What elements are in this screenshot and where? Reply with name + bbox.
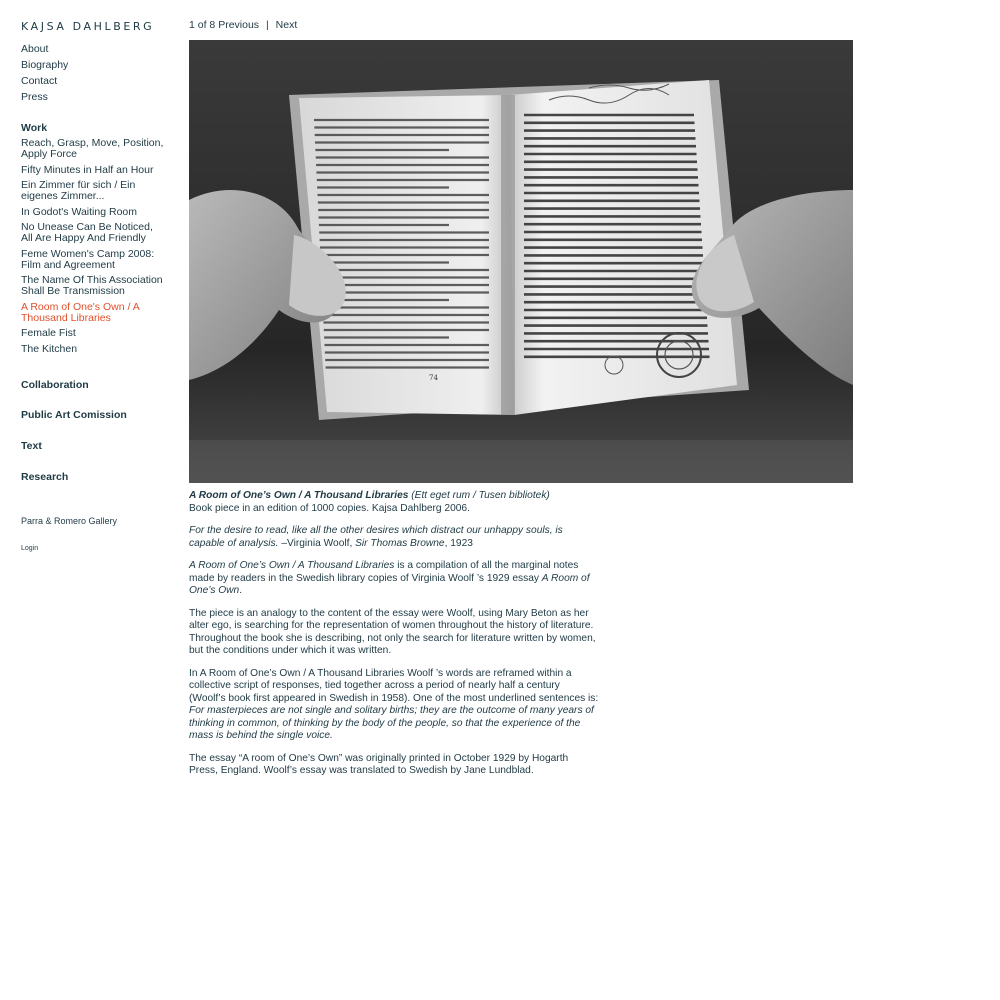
description-paragraph-2: The piece is an analogy to the content of the essay were Woolf, using Mary Beton as her alter ego, is searching for the representation of women throughout the history of literature. Throughout the book she is describing, not only the search for literature written by women, but the conditions under which it was written. [189,607,596,656]
work-item [21,222,166,244]
pager [189,19,297,31]
work-link-ein-zimmer[interactable]: Ein Zimmer für sich / Ein eigenes Zimmer... [21,179,136,202]
quote-paragraph [189,525,599,550]
work-link-feme[interactable]: Feme Women's Camp 2008: Film and Agreement [21,247,155,271]
pager-separator: | [265,19,269,31]
nav-item-biography [21,60,166,71]
gallery-link[interactable]: Parra & Romero Gallery [21,516,118,526]
main-nav [21,44,166,108]
work-link-kitchen[interactable]: The Kitchen [21,342,78,355]
text-heading[interactable]: Text [21,440,42,452]
work-link-reach-grasp[interactable]: Reach, Grasp, Move, Position, Apply Force [21,137,164,160]
page-number: 74 [429,374,438,382]
quote-attribution: –Virginia Woolf, [278,537,356,549]
work-link-room-of-ones-own[interactable]: A Room of One's Own / A Thousand Libraries [21,300,140,324]
para1-text: is a compilation of all the marginal notes made by readers in the Swedish library copies of Virginia Woolf ’s 1929 essay [189,560,579,584]
caption-edition: Book piece in an edition of 1000 copies. Kajsa Dahlberg 2006. [189,502,470,514]
description-paragraph-3 [189,668,599,743]
work-heading[interactable]: Work [21,122,48,134]
nav-link-biography[interactable]: Biography [21,59,69,71]
quote-year: , 1923 [444,537,473,549]
previous-link[interactable]: Previous [218,19,260,31]
caption [189,490,599,515]
works-list [21,138,166,359]
work-item [21,165,166,176]
description-paragraph-4: The essay “A room of One’s Own” was originally printed in October 1929 by Hogarth Press, England. Woolf’s essay was translated to Swedish by Jane Lundblad. [189,752,569,776]
collaboration-heading[interactable]: Collaboration [21,379,89,391]
work-item [21,180,166,202]
artwork-description [189,490,599,788]
work-item [21,207,166,218]
nav-item-press [21,92,166,103]
public-art-heading[interactable]: Public Art Comission [21,409,127,421]
caption-subtitle: (Ett eget rum / Tusen bibliotek) [411,490,550,501]
para1-end: . [239,585,243,596]
nav-item-about [21,44,166,55]
nav-link-about[interactable]: About [21,43,49,55]
nav-link-press[interactable]: Press [21,91,48,103]
para3-quote: For masterpieces are not single and solitary births; they are the outcome of many years of thinking in common, of thinking by the body of the people, so that the experience of the mass is behind the single voice. [189,705,594,741]
work-item [21,138,166,160]
work-item [21,328,166,339]
nav-link-contact[interactable]: Contact [21,75,58,87]
work-item [21,275,166,297]
work-link-no-unease[interactable]: No Unease Can Be Noticed, All Are Happy And Friendly [21,221,153,244]
work-item [21,344,166,355]
quote-source: Sir Thomas Browne [355,537,445,549]
para1-title: A Room of One’s Own / A Thousand Libraries [189,560,395,571]
work-link-fifty-minutes[interactable]: Fifty Minutes in Half an Hour [21,163,154,176]
research-heading[interactable]: Research [21,471,69,483]
work-link-female-fist[interactable]: Female Fist [21,327,76,339]
nav-item-contact [21,76,166,87]
work-link-transmission[interactable]: The Name Of This Association Shall Be Transmission [21,274,163,297]
work-item-active [21,302,166,324]
caption-title: A Room of One’s Own / A Thousand Libraries [189,490,409,501]
login-link[interactable]: Login [21,545,39,552]
work-link-godot[interactable]: In Godot's Waiting Room [21,205,137,218]
description-paragraph-1 [189,560,599,598]
artwork-photo[interactable] [189,40,853,483]
para1-essay: A Room of One’s Own [189,572,590,596]
site-title[interactable]: KAJSA DAHLBERG [21,20,155,33]
next-link[interactable]: Next [275,19,298,31]
pager-position: 1 of 8 [189,19,216,31]
quote-text: For the desire to read, like all the other desires which distract our unhappy souls, is capable of analysis. [189,525,563,549]
para3-text: In A Room of One’s Own / A Thousand Libraries Woolf ’s words are reframed within a collective script of responses, tied together across a period of nearly half a century (Woolf’s book first appeared in Swedish in 1958). One of the most underlined sentences is: [189,667,599,704]
book-photo-illustration [189,40,853,483]
work-item [21,249,166,271]
